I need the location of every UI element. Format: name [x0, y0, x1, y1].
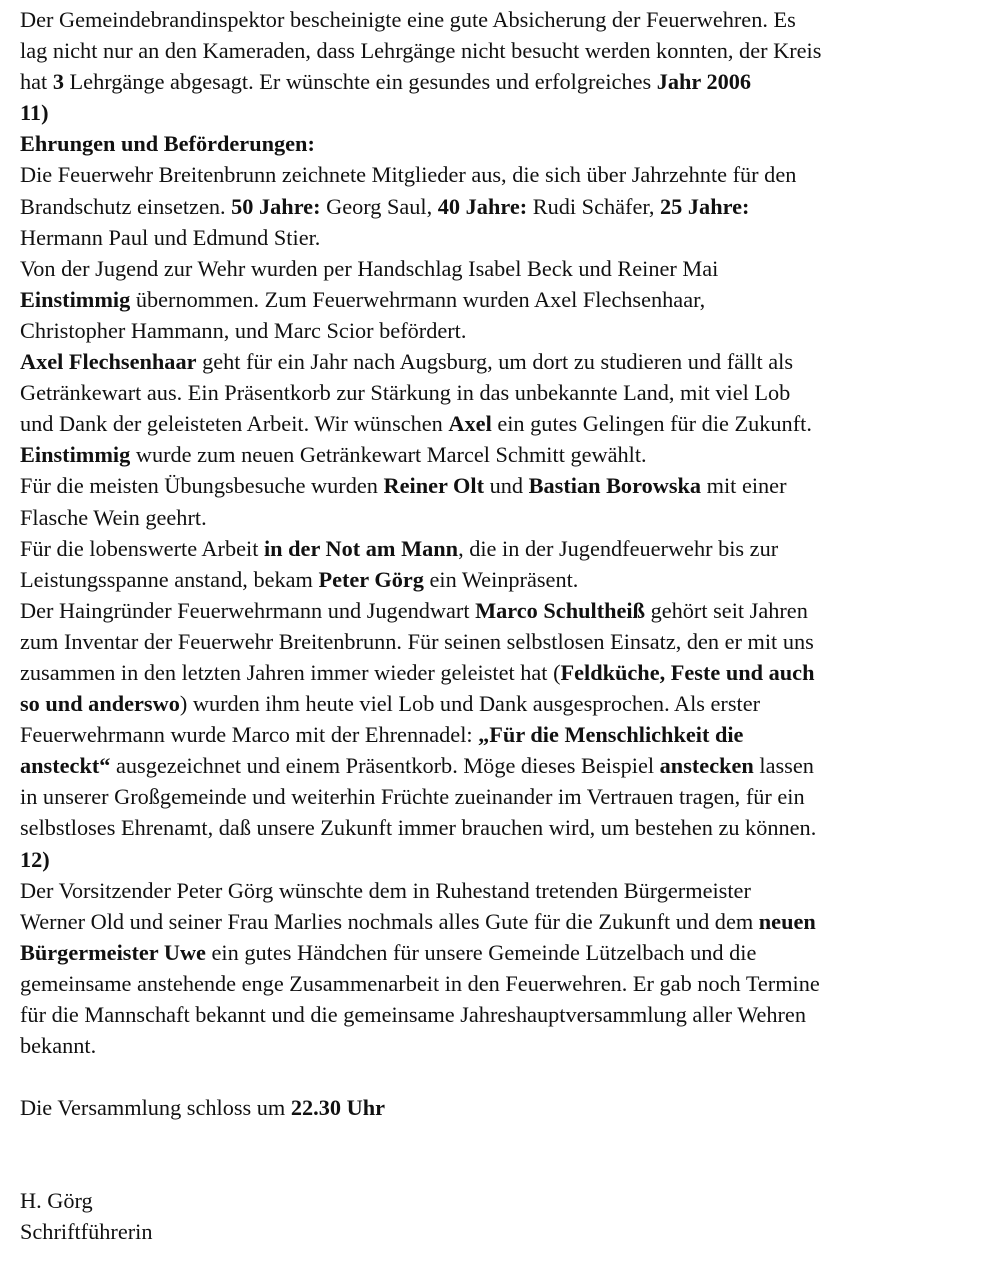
bold-text: Einstimmig	[20, 442, 131, 468]
text-run: Hermann Paul und Edmund Stier.	[20, 224, 321, 250]
text-run: Die Versammlung schloss um	[20, 1095, 291, 1121]
text-line	[20, 657, 985, 688]
text-run: Von der Jugend zur Wehr wurden per Handschlag Isabel Beck und Reiner Mai	[20, 255, 719, 281]
text-run: selbstloses Ehrenamt, daß unsere Zukunft immer brauchen wird, um bestehen zu können.	[20, 815, 817, 841]
text-run: übernommen. Zum Feuerwehrmann wurden Axel Flechsenhaar,	[130, 286, 706, 312]
text-line	[20, 999, 985, 1030]
text-run: zum Inventar der Feuerwehr Breitenbrunn. Für seinen selbstlosen Einsatz, den er mit uns	[20, 628, 814, 654]
text-run: mit einer	[701, 473, 787, 499]
text-run: Lehrgänge abgesagt. Er wünschte ein gesundes und erfolgreiches	[63, 69, 657, 95]
text-run: für die Mannschaft bekannt und die gemeinsame Jahreshauptversammlung aller Wehren	[20, 1002, 806, 1027]
text-line	[20, 97, 985, 128]
bold-text: Bürgermeister Uwe	[20, 939, 206, 965]
bold-text: „Für die Menschlichkeit die	[478, 722, 744, 748]
signature-role: Schriftführerin	[20, 1219, 153, 1245]
document-page	[20, 4, 985, 1248]
text-line	[20, 128, 985, 159]
text-line	[20, 906, 985, 937]
text-line	[20, 253, 985, 284]
text-run: Werner Old und seiner Frau Marlies nochmals alles Gute für die Zukunft und dem	[20, 908, 759, 934]
bold-text: 40 Jahre:	[437, 193, 528, 219]
text-line	[20, 781, 985, 812]
text-line	[20, 626, 985, 657]
text-run: Für die meisten Übungsbesuche wurden	[20, 473, 384, 499]
closing-line	[20, 1092, 985, 1123]
bold-text: Bastian Borowska	[528, 473, 702, 499]
text-run: Brandschutz einsetzen.	[20, 193, 232, 219]
text-run: in unserer Großgemeinde und weiterhin Früchte zueinander im Vertrauen tragen, für ein	[20, 784, 805, 810]
text-line	[20, 502, 985, 533]
text-run: Leistungsspanne anstand, bekam	[20, 566, 319, 592]
text-run: Der Haingründer Feuerwehrmann und Jugendwart	[20, 597, 476, 623]
spacer	[20, 1061, 985, 1092]
text-line	[20, 284, 985, 315]
text-line	[20, 159, 985, 190]
spacer	[20, 1123, 985, 1185]
text-run: Feuerwehrmann wurde Marco mit der Ehrennadel:	[20, 722, 479, 748]
text-line	[20, 470, 985, 501]
text-line	[20, 812, 985, 843]
text-run: Georg Saul,	[320, 193, 438, 219]
text-run: Getränkewart aus. Ein Präsentkorb zur Stärkung in das unbekannte Land, mit viel Lob	[20, 380, 791, 406]
text-run: und	[484, 473, 529, 499]
text-line	[20, 222, 985, 253]
text-run: Der Vorsitzender Peter Görg wünschte dem in Ruhestand tretenden Bürgermeister	[20, 877, 751, 903]
text-line	[20, 937, 985, 968]
text-line	[20, 377, 985, 408]
text-run: lassen	[753, 753, 814, 779]
text-run: ) wurden ihm heute viel Lob und Dank ausgesprochen. Als erster	[179, 691, 761, 717]
text-run: Christopher Hammann, und Marc Scior befördert.	[20, 317, 467, 343]
bold-text: anstecken	[659, 753, 754, 779]
signature-name: H. Görg	[20, 1188, 93, 1214]
bold-text: Ehrungen und Beförderungen:	[20, 131, 315, 157]
text-run: Flasche Wein geehrt.	[20, 504, 207, 530]
text-line	[20, 1030, 985, 1061]
text-line	[20, 968, 985, 999]
text-run: ausgezeichnet und einem Präsentkorb. Möge dieses Beispiel	[110, 753, 660, 779]
text-line	[20, 4, 985, 35]
document-body	[20, 4, 985, 1061]
text-line	[20, 315, 985, 346]
bold-text: in der Not am Mann	[263, 535, 459, 561]
text-run: zusammen in den letzten Jahren immer wieder geleistet hat (	[20, 659, 561, 685]
text-run: Für die lobenswerte Arbeit	[20, 535, 264, 561]
text-run: Rudi Schäfer,	[527, 193, 661, 219]
text-line	[20, 688, 985, 719]
text-line	[20, 750, 985, 781]
text-line	[20, 35, 985, 66]
bold-text: Feldküche, Feste und auch	[560, 659, 815, 685]
text-run: gehört seit Jahren	[645, 597, 808, 623]
text-line	[20, 533, 985, 564]
text-line	[20, 346, 985, 377]
text-line	[20, 191, 985, 222]
text-run: , die in der Jugendfeuerwehr bis zur	[458, 535, 779, 561]
text-line	[20, 66, 985, 97]
text-run: ein gutes Händchen für unsere Gemeinde Lützelbach und die	[205, 939, 757, 965]
text-run: wurde zum neuen Getränkewart Marcel Schmitt gewählt.	[130, 442, 647, 468]
bold-text: Peter Görg	[318, 566, 424, 592]
bold-text: Einstimmig	[20, 286, 131, 312]
bold-text: 50 Jahre:	[231, 193, 321, 219]
bold-text: so und anderswo	[20, 691, 180, 717]
text-line	[20, 439, 985, 470]
text-line	[20, 719, 985, 750]
text-run: Der Gemeindebrandinspektor bescheinigte eine gute Absicherung der Feuerwehren. Es	[20, 7, 796, 32]
text-line	[20, 595, 985, 626]
text-run: bekannt.	[20, 1033, 97, 1059]
bold-text: Marco Schultheiß	[475, 597, 646, 623]
text-run: ein Weinpräsent.	[423, 566, 579, 592]
bold-text: Axel	[448, 411, 492, 437]
bold-text: neuen	[758, 908, 816, 934]
bold-text: 11)	[20, 100, 49, 126]
text-run: und Dank der geleisteten Arbeit. Wir wünschen	[20, 411, 449, 437]
text-line	[20, 408, 985, 439]
bold-text: Reiner Olt	[383, 473, 485, 499]
text-run: gemeinsame anstehende enge Zusammenarbeit in den Feuerwehren. Er gab noch Termine	[20, 970, 820, 996]
bold-text: 12)	[20, 846, 50, 872]
bold-text: ansteckt“	[20, 753, 111, 779]
bold-text: 3	[52, 69, 64, 95]
text-run: hat	[20, 69, 53, 95]
text-line	[20, 844, 985, 875]
text-run: geht für ein Jahr nach Augsburg, um dort zu studieren und fällt als	[196, 349, 794, 375]
bold-text: Jahr 2006	[656, 69, 752, 95]
text-run: ein gutes Gelingen für die Zukunft.	[491, 411, 812, 437]
text-run: Die Feuerwehr Breitenbrunn zeichnete Mitglieder aus, die sich über Jahrzehnte für den	[20, 162, 797, 188]
text-line	[20, 875, 985, 906]
text-line	[20, 564, 985, 595]
bold-text: Axel Flechsenhaar	[20, 349, 197, 375]
bold-text: 25 Jahre:	[660, 193, 750, 219]
text-run: lag nicht nur an den Kameraden, dass Lehrgänge nicht besucht werden konnten, der Kreis	[20, 38, 822, 64]
bold-text: 22.30 Uhr	[290, 1095, 386, 1121]
